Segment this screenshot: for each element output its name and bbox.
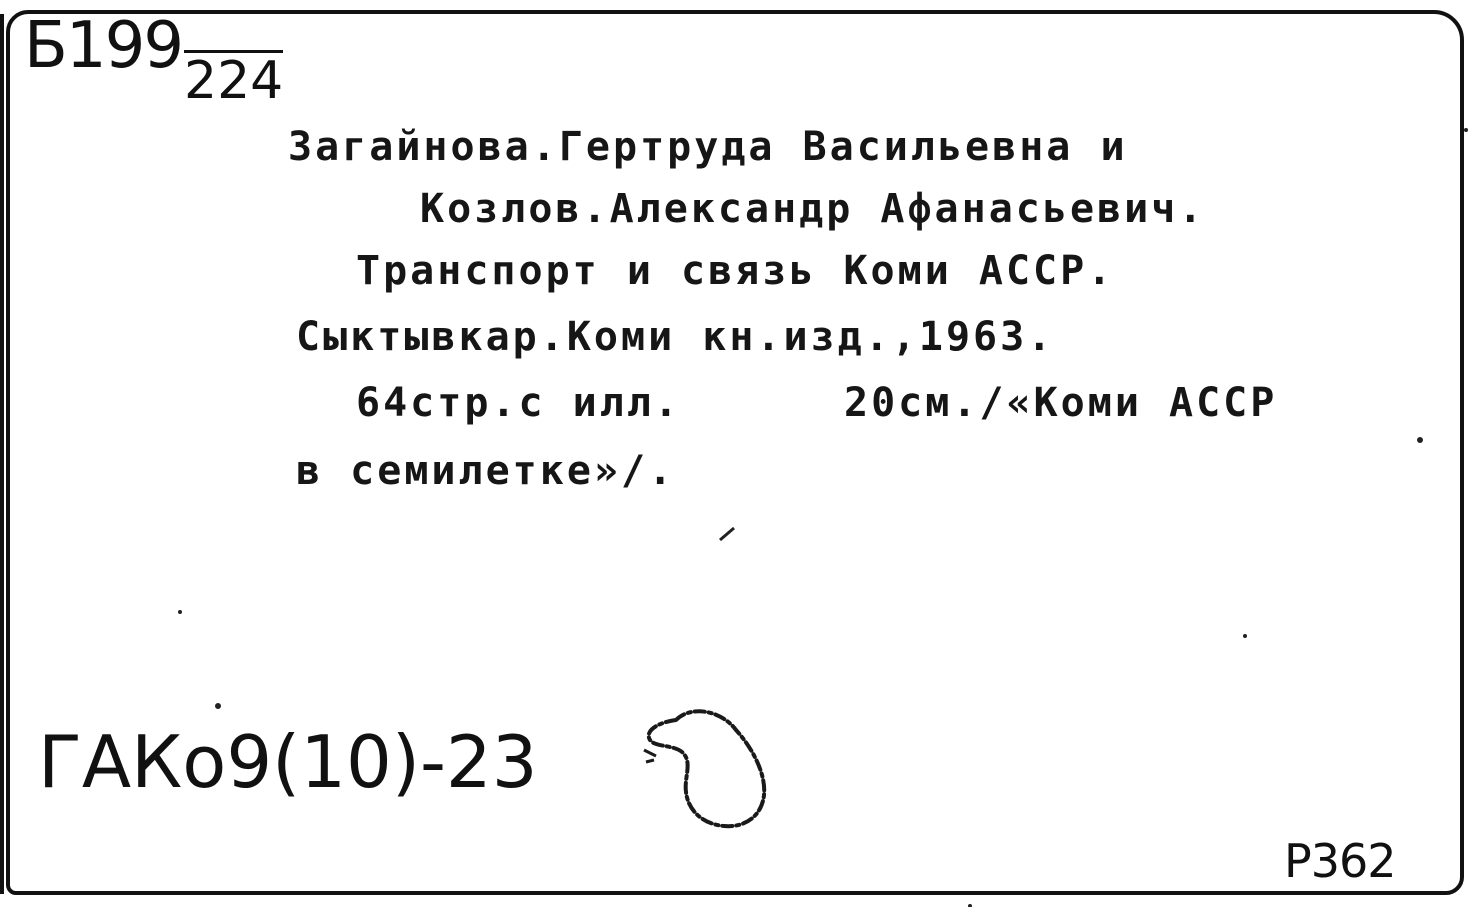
pagination-text: 64стр.с илл. [356,380,681,426]
size-series-text: 20см./«Коми АССР [844,380,1278,426]
title-line: Транспорт и связь Коми АССР. [356,248,1115,294]
authors-line-2: Козлов.Александр Афанасьевич. [420,186,1206,232]
call-number-main: Б199 [24,9,183,83]
shelfmark: ГАКо9(10)-23 [38,720,538,804]
page-reference: Р362 [1284,834,1396,888]
call-number-sub: 224 [184,51,284,111]
authors-line-1: Загайнова.Гертруда Васильевна и [288,124,1128,170]
imprint-line: Сыктывкар.Коми кн.изд.,1963. [296,314,1055,360]
series-continuation-line: в семилетке»/. [296,448,676,494]
